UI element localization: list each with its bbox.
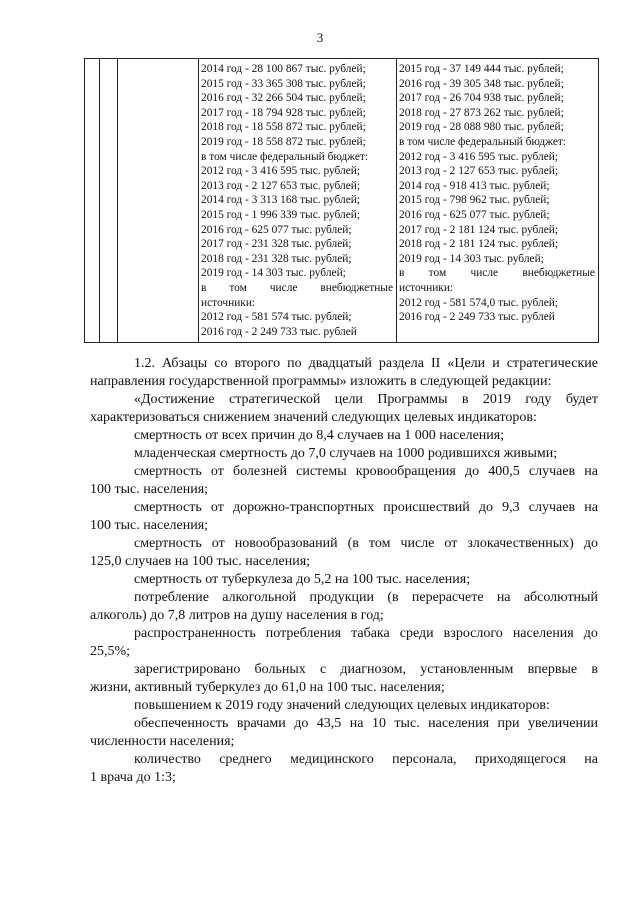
text-line: количество среднего медицинского персонала, приходящегося на bbox=[134, 752, 598, 767]
text-line: смертность от болезней системы кровообращения до 400,5 случаев на bbox=[134, 464, 598, 479]
table-line: 2015 год - 1 996 339 тыс. рублей; bbox=[201, 208, 361, 221]
table-line: 2017 год - 2 181 124 тыс. рублей; bbox=[399, 223, 559, 236]
table-word: внебюджетные bbox=[522, 267, 595, 280]
table-line: в том числе федеральный бюджет: bbox=[201, 150, 369, 163]
table-line: 2016 год - 625 077 тыс. рублей; bbox=[399, 208, 550, 221]
text-line: 1.2. Абзацы со второго по двадцатый раздела II «Цели и стратегические bbox=[134, 356, 598, 371]
text-line: смертность от новообразований (в том числе от злокачественных) до bbox=[134, 536, 598, 551]
table-line: источники: bbox=[201, 296, 256, 309]
table-line: 2012 год - 3 416 595 тыс. рублей; bbox=[201, 165, 361, 178]
table-line: 2017 год - 231 328 тыс. рублей; bbox=[201, 238, 352, 251]
text-line: распространенность потребления табака среди взрослого населения до bbox=[134, 626, 598, 641]
text-line: направления государственной программы» изложить в следующей редакции: bbox=[90, 374, 552, 389]
table-line: в том числе федеральный бюджет: bbox=[399, 135, 567, 148]
body-text bbox=[90, 355, 598, 787]
text-line: зарегистрировано больных с диагнозом, установленным впервые в bbox=[134, 662, 598, 677]
table-line: 2019 год - 28 088 980 тыс. рублей; bbox=[399, 121, 564, 134]
table-line bbox=[399, 266, 595, 281]
text-line: смертность от туберкулеза до 5,2 на 100 тыс. населения; bbox=[134, 572, 471, 587]
table-line: 2014 год - 28 100 867 тыс. рублей; bbox=[201, 63, 366, 75]
table-word: числе bbox=[269, 281, 298, 294]
table-line: 2016 год - 32 266 504 тыс. рублей; bbox=[201, 92, 366, 105]
text-line: характеризоваться снижением значений следующих целевых индикаторов: bbox=[90, 410, 537, 425]
text-line: 125,0 случаев на 100 тыс. населения; bbox=[90, 554, 311, 569]
text-line: младенческая смертность до 7,0 случаев на 1000 родившихся живыми; bbox=[134, 446, 558, 461]
page-number: 3 bbox=[316, 30, 324, 45]
table-word: том bbox=[229, 281, 247, 294]
table-line: 2015 год - 37 149 444 тыс. рублей; bbox=[399, 63, 564, 75]
table-line: 2016 год - 2 249 733 тыс. рублей bbox=[399, 311, 555, 324]
text-line: смертность от дорожно-транспортных происшествий до 9,3 случаев на bbox=[134, 500, 598, 515]
text-line: численности населения; bbox=[90, 734, 235, 749]
table-line: 2012 год - 581 574,0 тыс. рублей; bbox=[399, 296, 559, 309]
table-line bbox=[201, 281, 393, 296]
table-line: 2018 год - 2 181 124 тыс. рублей; bbox=[399, 238, 559, 251]
table-line: 2018 год - 231 328 тыс. рублей; bbox=[201, 252, 352, 265]
table-column-divider bbox=[99, 59, 100, 342]
text-line: 25,5%; bbox=[90, 644, 131, 659]
table-column-divider bbox=[117, 59, 118, 342]
text-line: алкоголь) до 7,8 литров на душу населения в год; bbox=[90, 608, 384, 623]
table-word: в bbox=[201, 281, 207, 294]
text-line: обеспеченность врачами до 43,5 на 10 тыс. населения при увеличении bbox=[134, 716, 598, 731]
table-line: 2012 год - 581 574 тыс. рублей; bbox=[201, 311, 352, 324]
table-word: том bbox=[428, 267, 447, 280]
table-line: 2012 год - 3 416 595 тыс. рублей; bbox=[399, 150, 559, 163]
table-line: 2015 год - 33 365 308 тыс. рублей; bbox=[201, 77, 366, 90]
table-line: 2013 год - 2 127 653 тыс. рублей; bbox=[399, 165, 559, 178]
table-line: 2017 год - 26 704 938 тыс. рублей; bbox=[399, 92, 564, 105]
table-line: 2018 год - 18 558 872 тыс. рублей; bbox=[201, 121, 366, 134]
table-column-divider bbox=[198, 59, 199, 342]
table-column-divider bbox=[396, 59, 397, 342]
table-line: 2016 год - 625 077 тыс. рублей; bbox=[201, 223, 352, 236]
table-cell-funding-column-4 bbox=[399, 62, 595, 325]
text-line: «Достижение стратегической цели Программы в 2019 году будет bbox=[134, 392, 598, 407]
table-line: 2015 год - 798 962 тыс. рублей; bbox=[399, 194, 550, 207]
table-line: 2019 год - 14 303 тыс. рублей; bbox=[399, 252, 544, 265]
table-word: внебюджетные bbox=[320, 281, 393, 294]
table-cell-funding-column-3 bbox=[201, 62, 393, 339]
table-line: 2018 год - 27 873 262 тыс. рублей; bbox=[399, 106, 564, 119]
table-line: 2016 год - 2 249 733 тыс. рублей bbox=[201, 325, 357, 338]
text-line: смертность от всех причин до 8,4 случаев на 1 000 населения; bbox=[134, 428, 505, 443]
table-line: 2014 год - 3 313 168 тыс. рублей; bbox=[201, 194, 361, 207]
table-line: 2019 год - 14 303 тыс. рублей; bbox=[201, 267, 346, 280]
table-word: числе bbox=[470, 267, 499, 280]
text-line: 100 тыс. населения; bbox=[90, 482, 209, 497]
text-line: жизни, активный туберкулез до 61,0 на 100 тыс. населения; bbox=[90, 680, 445, 695]
funding-table bbox=[84, 58, 599, 343]
table-line: 2013 год - 2 127 653 тыс. рублей; bbox=[201, 179, 361, 192]
table-line: 2014 год - 918 413 тыс. рублей; bbox=[399, 179, 550, 192]
text-line: 100 тыс. населения; bbox=[90, 518, 209, 533]
table-line: источники: bbox=[399, 281, 454, 294]
table-line: 2016 год - 39 305 348 тыс. рублей; bbox=[399, 77, 564, 90]
table-line: 2017 год - 18 794 928 тыс. рублей; bbox=[201, 106, 366, 119]
text-line: потребление алкогольной продукции (в перерасчете на абсолютный bbox=[134, 590, 598, 605]
text-line: повышением к 2019 году значений следующих целевых индикаторов: bbox=[134, 698, 550, 713]
table-line: 2019 год - 18 558 872 тыс. рублей; bbox=[201, 135, 366, 148]
table-word: в bbox=[399, 267, 405, 280]
text-line: 1 врача до 1:3; bbox=[90, 770, 176, 785]
